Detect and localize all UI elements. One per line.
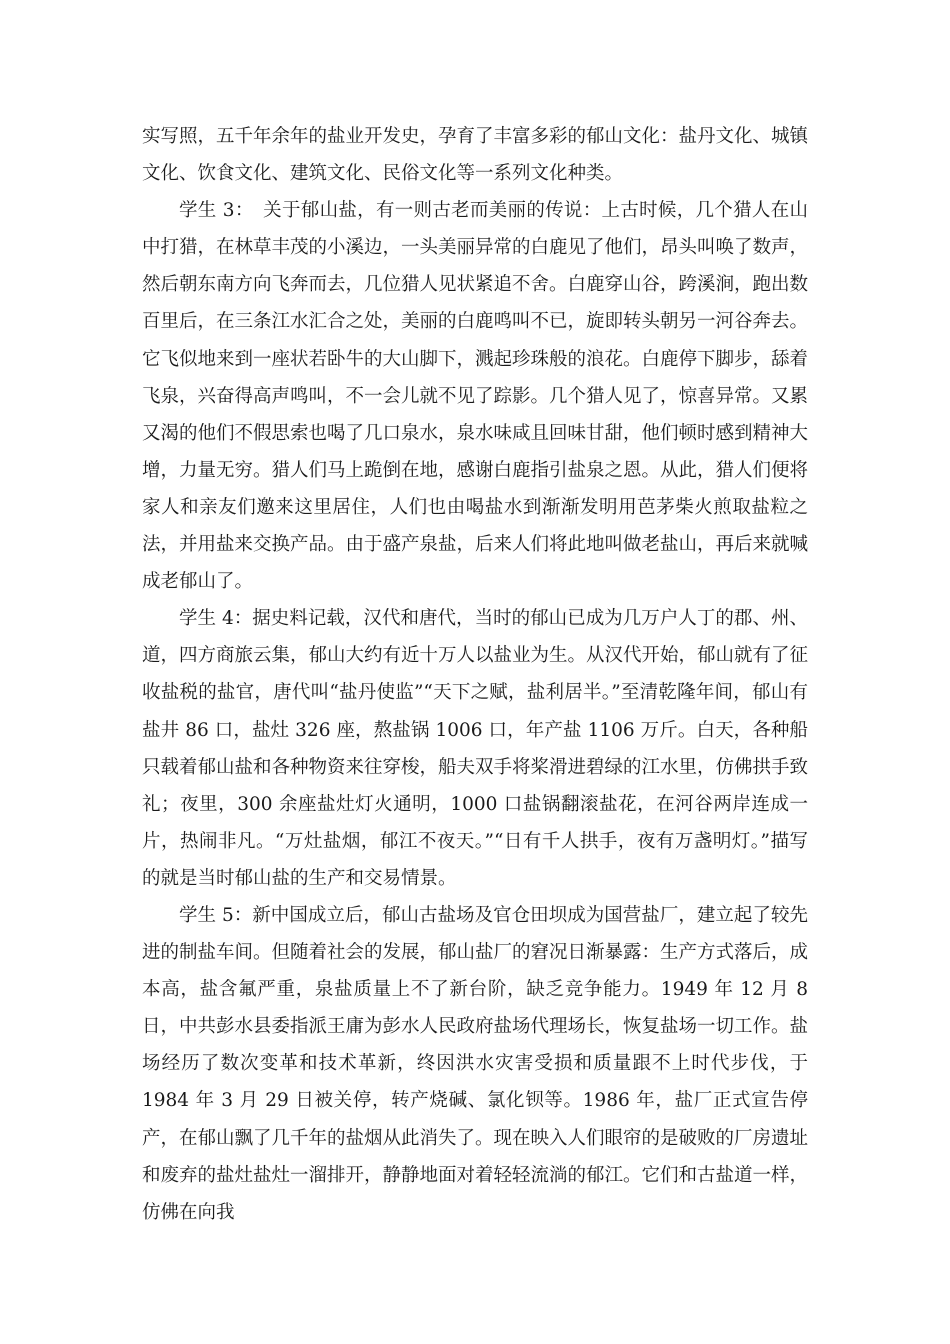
paragraph-continuation: 实写照，五千年余年的盐业开发史，孕育了丰富多彩的郁山文化：盐丹文化、城镇文化、饮食文化、建筑文化、民俗文化等一系列文化种类。	[142, 126, 809, 185]
paragraph-student-3: 学生 3： 关于郁山盐，有一则古老而美丽的传说：上古时候，几个猎人在山中打猎，在林草丰茂的小溪边，一头美丽异常的白鹿见了他们，昂头叫唤了数声，然后朝东南方向飞奔而去，几位猎人见状紧追不舍。白鹿穿山谷，跨溪涧，跑出数百里后，在三条江水汇合之处，美丽的白鹿鸣叫不已，旋即转头朝另一河谷奔去。它飞似地来到一座状若卧牛的大山脚下，溅起珍珠般的浪花。白鹿停下脚步，舔着飞泉，兴奋得高声鸣叫，不一会儿就不见了踪影。几个猎人见了，惊喜异常。又累又渴的他们不假思索也喝了几口泉水，泉水味咸且回味甘甜，他们顿时感到精神大增，力量无穷。猎人们马上跪倒在地，感谢白鹿指引盐泉之恩。从此，猎人们便将家人和亲友们邀来这里居住，人们也由喝盐水到渐渐发明用芭茅柴火煎取盐粒之法，并用盐来交换产品。由于盛产泉盐，后来人们将此地叫做老盐山，再后来就喊成老郁山了。	[142, 200, 809, 593]
paragraph-student-5: 学生 5：新中国成立后，郁山古盐场及官仓田坝成为国营盐厂，建立起了较先进的制盐车间。但随着社会的发展，郁山盐厂的窘况日渐暴露：生产方式落后，成本高，盐含氟严重，泉盐质量上不了新台阶，缺乏竞争能力。1949 年 12 月 8 日，中共彭水县委指派王庸为彭水人民政府盐场代理场长，恢复盐场一切工作。盐场经历了数次变革和技术革新，终因洪水灾害受损和质量跟不上时代步伐，于 1984 年 3 月 29 日被关停，转产烧碱、氯化钡等。1986 年，盐厂正式宣告停产，在郁山飘了几千年的盐烟从此消失了。现在映入人们眼帘的是破败的厂房遗址和废弃的盐灶盐灶一溜排开，静静地面对着轻轻流淌的郁江。它们和古盐道一样，仿佛在向我	[142, 904, 809, 1223]
paragraph-student-4: 学生 4：据史料记载，汉代和唐代，当时的郁山已成为几万户人丁的郡、州、道，四方商旅云集，郁山大约有近十万人以盐业为生。从汉代开始，郁山就有了征收盐税的盐官，唐代叫“盐丹使监”“天下之赋，盐利居半。”至清乾隆年间，郁山有盐井 86 口，盐灶 326 座，熬盐锅 1006 口，年产盐 1106 万斤。白天，各种船只载着郁山盐和各种物资来往穿梭，船夫双手将桨滑进碧绿的江水里，仿佛拱手致礼；夜里，300 余座盐灶灯火通明，1000 口盐锅翻滚盐花，在河谷两岸连成一片，热闹非凡。“万灶盐烟，郁江不夜天。”“日有千人拱手，夜有万盏明灯。”描写的就是当时郁山盐的生产和交易情景。	[142, 608, 809, 889]
document-body	[142, 118, 808, 1231]
